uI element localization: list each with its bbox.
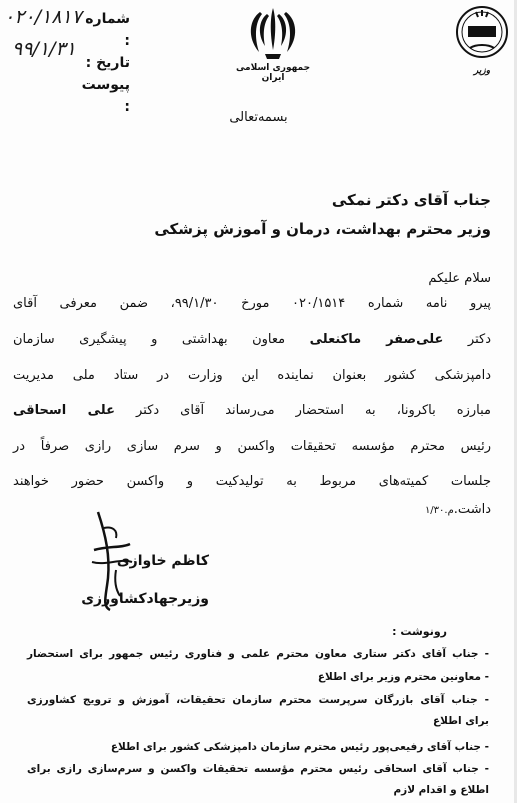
handwritten-letter-date: ۹۹/۱/۳۱ [12,38,76,60]
handwritten-letter-number: ۰۲۰/۱۸۱۷ [4,6,82,28]
cc-item: - جناب آقای اسحاقی رئیس محترم مؤسسه تحقیقات واکسن و سرم‌سازی رازی برای [27,763,489,775]
iran-emblem-icon [243,4,303,64]
cc-item: اطلاع و اقدام لازم [393,784,489,796]
body-line: جلسات کمیته‌های مربوط به تولیدکیت و واکسن حضور خواهند [13,474,491,489]
body-text: معاون بهداشتی و پیشگیری سازمان [13,332,310,347]
body-line [13,500,491,521]
body-line [13,401,491,421]
person-name: علی اسحاقی [13,403,115,418]
signer-title: وزیرجهادکشاورزی [81,591,209,607]
date-label: تاریخ : [85,55,130,71]
attachment-label: پیوست : [81,77,130,115]
body-line: دامپزشکی کشور بعنوان نماینده این وزارت در ستاد ملی مدیریت [13,368,491,383]
cc-heading: رونوشت : [392,625,447,638]
body-text: داشت. [453,502,491,517]
cc-item: - جناب آقای رفیعی‌پور رئیس محترم سازمان دامپزشکی کشور برای اطلاع [110,741,489,753]
person-name: علی‌صفر ماکنعلی [309,332,444,347]
body-text: مبارزه باکرونا، به استحضار می‌رساند آقای دکتر [114,403,491,418]
body-line: رئیس محترم مؤسسه تحقیقات واکسن و سرم سازی رازی صرفاً در [13,439,491,454]
cc-item: - جناب آقای بازرگان سرپرست محترم سازمان تحقیقات، آموزش و ترویج کشاورزی [27,694,489,706]
number-label: شماره : [85,11,130,49]
logo-caption: وزیر [473,66,491,76]
letter-meta-labels [82,8,130,118]
emblem-caption: جمهوری اسلامی ایران [235,63,311,83]
cc-item: - معاونین محترم وزیر برای اطلاع [317,671,489,683]
signer-name: کاظم خاوازی [116,553,209,569]
cc-item: - جناب آقای دکتر ستاری معاون محترم علمی و فناوری رئیس جمهور برای استحضار [27,648,489,660]
body-line [13,330,491,350]
bismillah-heading: بسمه‌تعالی [229,110,288,125]
cc-item: برای اطلاع [433,715,489,727]
body-text: دکتر [443,332,491,347]
recipient-name: جناب آقای دکتر نمکی [331,191,491,209]
body-line: پیرو نامه شماره ۰۲۰/۱۵۱۴ مورخ ۹۹/۱/۳۰، ضمن معرفی آقای [13,296,491,311]
ministry-logo-icon [454,4,510,68]
recipient-title: وزیر محترم بهداشت، درمان و آموزش پزشکی [154,220,491,238]
salutation: سلام علیکم [428,271,491,286]
initials-note: م.۱/۳۰ [424,505,454,516]
